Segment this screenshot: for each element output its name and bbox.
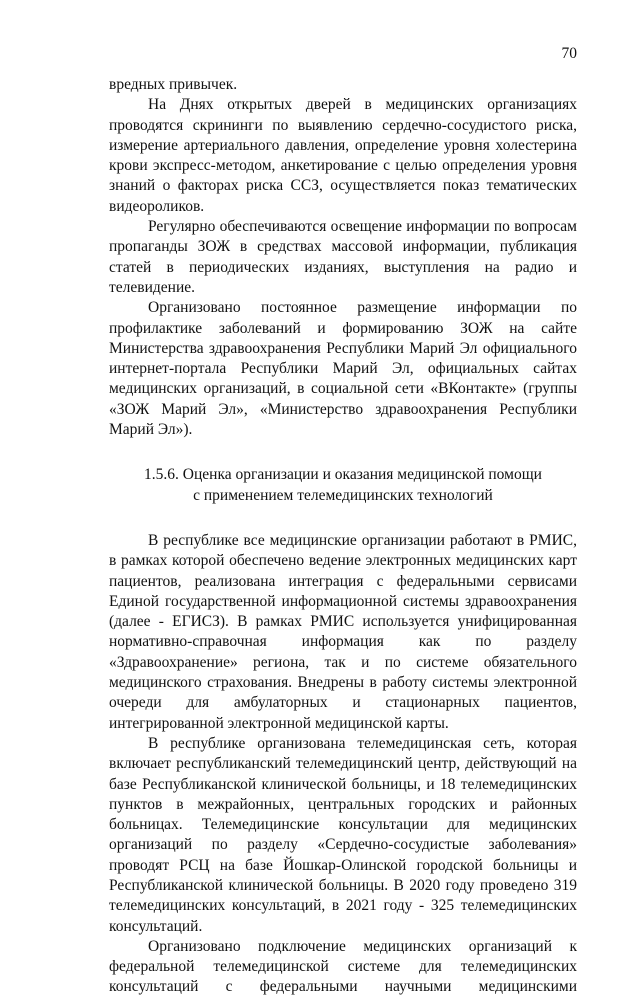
paragraph-open-days: На Днях открытых дверей в медицинских организациях проводятся скрининги по выявлению сердечно-сосудистого риска, измерение артериального давления, определение уровня холестерина крови экспресс-методом, анкетирование с целью определения уровня знаний о факторах риска ССЗ, осуществляется показ тематических видеороликов. [109,96,577,215]
page-number: 70 [561,45,577,62]
paragraph-rmis: В республике все медицинские организации работают в РМИС, в рамках которой обеспечено ведение электронных медицинских карт пациентов, реализована интеграция с федеральными сервисами Единой государственной информационной системы здравоохранения (далее - ЕГИСЗ). В рамках РМИС используется унифицированная нормативно-справочная информация как по разделу «Здравоохранение» региона, так и по системе обязательного медицинского страхования. Внедрены в работу системы электронной очереди для амбулаторных и стационарных пациентов, интегрированной электронной медицинской карты. [109,531,577,732]
paragraph-website-info: Организовано постоянное размещение информации по профилактике заболеваний и формированию ЗОЖ на сайте Министерства здравоохранения Республики Марий Эл официального интернет-портала Республики Марий Эл, официальных сайтах медицинских организаций, в социальной сети «ВКонтакте» (группы «ЗОЖ Марий Эл», «Министерство здравоохранения Республики Марий Эл»). [109,299,577,439]
document-body [109,75,577,998]
section-heading-line-2: с применением телемедицинских технологий [193,486,493,504]
paragraph-federal-connection: Организовано подключение медицинских организаций к федеральной телемедицинской системе для телемедицинских консультаций с федеральными научными медицинскими [109,937,577,996]
section-heading [109,465,577,506]
paragraph-media-coverage: Регулярно обеспечиваются освещение информации по вопросам пропаганды ЗОЖ в средствах массовой информации, публикация статей в периодических изданиях, выступления на радио и телевидение. [109,218,577,296]
section-heading-line-1: 1.5.6. Оценка организации и оказания медицинской помощи [144,466,542,484]
paragraph-telemedicine-network: В республике организована телемедицинская сеть, которая включает республиканский телемедицинский центр, действующий на базе Республиканской клинической больницы, и 18 телемедицинских пунктов в межрайонных, центральных городских и районных больницах. Телемедицинские консультации для медицинских организаций по разделу «Сердечно-сосудистые заболевания» проводят РСЦ на базе Йошкар-Олинской городской больницы и Республиканской клинической больницы. В 2020 году проведено 319 телемедицинских консультаций, в 2021 году - 325 телемедицинских консультаций. [109,734,577,935]
paragraph-continuation: вредных привычек. [109,76,238,93]
